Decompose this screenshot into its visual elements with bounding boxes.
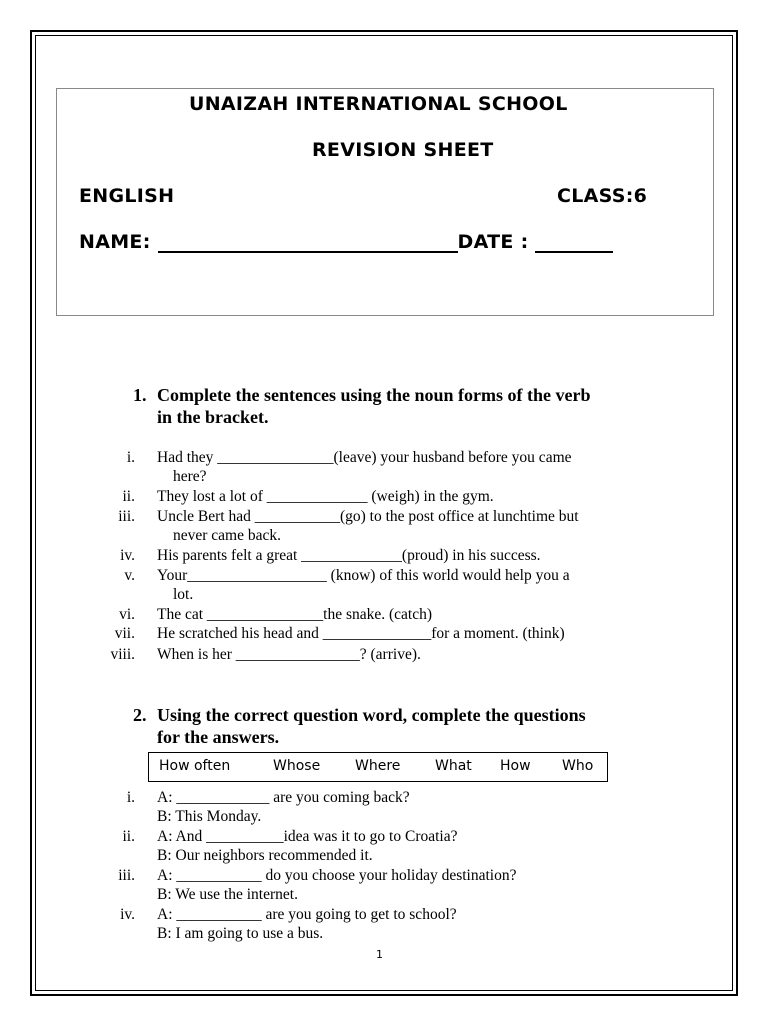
date-label: DATE :: [457, 231, 529, 253]
item-text: A: And __________idea was it to go to Croatia?: [157, 828, 458, 845]
word-what: What: [435, 758, 472, 774]
item-text: A: ____________ are you coming back?: [157, 789, 410, 806]
item-number: vi.: [119, 606, 135, 623]
word-who: Who: [562, 758, 594, 774]
subject-label: ENGLISH: [79, 185, 175, 207]
item-text: Uncle Bert had ___________(go) to the post office at lunchtime but: [157, 508, 579, 525]
page-number: 1: [376, 948, 383, 961]
item-number: viii.: [110, 646, 135, 663]
name-blank[interactable]: [158, 233, 458, 253]
header-box: [56, 88, 714, 316]
name-row: [79, 231, 613, 253]
question-1-line-1: Complete the sentences using the noun forms of the verb: [157, 385, 591, 405]
item-text: A: ___________ do you choose your holiday destination?: [157, 867, 517, 884]
item-number: iv.: [120, 547, 135, 564]
item-answer: B: This Monday.: [157, 808, 262, 825]
question-2-number: 2.: [133, 705, 147, 725]
class-label: CLASS:6: [557, 185, 648, 207]
question-1-line-2: in the bracket.: [157, 407, 269, 427]
item-text: He scratched his head and ______________for a moment. (think): [157, 625, 565, 642]
item-text: His parents felt a great _____________(proud) in his success.: [157, 547, 541, 564]
sheet-title: REVISION SHEET: [312, 139, 494, 161]
item-number: iii.: [118, 867, 135, 884]
word-whose: Whose: [273, 758, 321, 774]
word-how-often: How often: [159, 758, 231, 774]
item-answer: B: I am going to use a bus.: [157, 925, 324, 942]
question-2-line-1: Using the correct question word, complete the questions: [157, 705, 586, 725]
item-text: A: ___________ are you going to get to school?: [157, 906, 457, 923]
item-text: They lost a lot of _____________ (weigh) in the gym.: [157, 488, 494, 505]
item-text: The cat _______________the snake. (catch): [157, 606, 433, 623]
item-text: Your__________________ (know) of this world would help you a: [157, 567, 570, 584]
item-number: iii.: [118, 508, 135, 525]
question-2-line-2: for the answers.: [157, 727, 280, 747]
word-how: How: [500, 758, 531, 774]
item-number: vii.: [114, 625, 135, 642]
item-text-continued: never came back.: [173, 527, 282, 544]
item-number: ii.: [122, 828, 135, 845]
item-number: iv.: [120, 906, 135, 923]
item-number: i.: [126, 789, 135, 806]
item-answer: B: Our neighbors recommended it.: [157, 847, 373, 864]
school-name: UNAIZAH INTERNATIONAL SCHOOL: [189, 93, 568, 115]
item-number: ii.: [122, 488, 135, 505]
name-label: NAME:: [79, 231, 151, 253]
item-number: i.: [126, 449, 135, 466]
item-text-continued: lot.: [173, 586, 194, 603]
item-text: When is her ________________? (arrive).: [157, 646, 421, 663]
item-text-continued: here?: [173, 468, 207, 485]
item-text: Had they _______________(leave) your husband before you came: [157, 449, 572, 466]
question-word-bank: [148, 752, 608, 782]
question-1-number: 1.: [133, 385, 147, 405]
item-answer: B: We use the internet.: [157, 886, 298, 903]
date-blank[interactable]: [535, 233, 613, 253]
word-where: Where: [355, 758, 401, 774]
item-number: v.: [124, 567, 135, 584]
